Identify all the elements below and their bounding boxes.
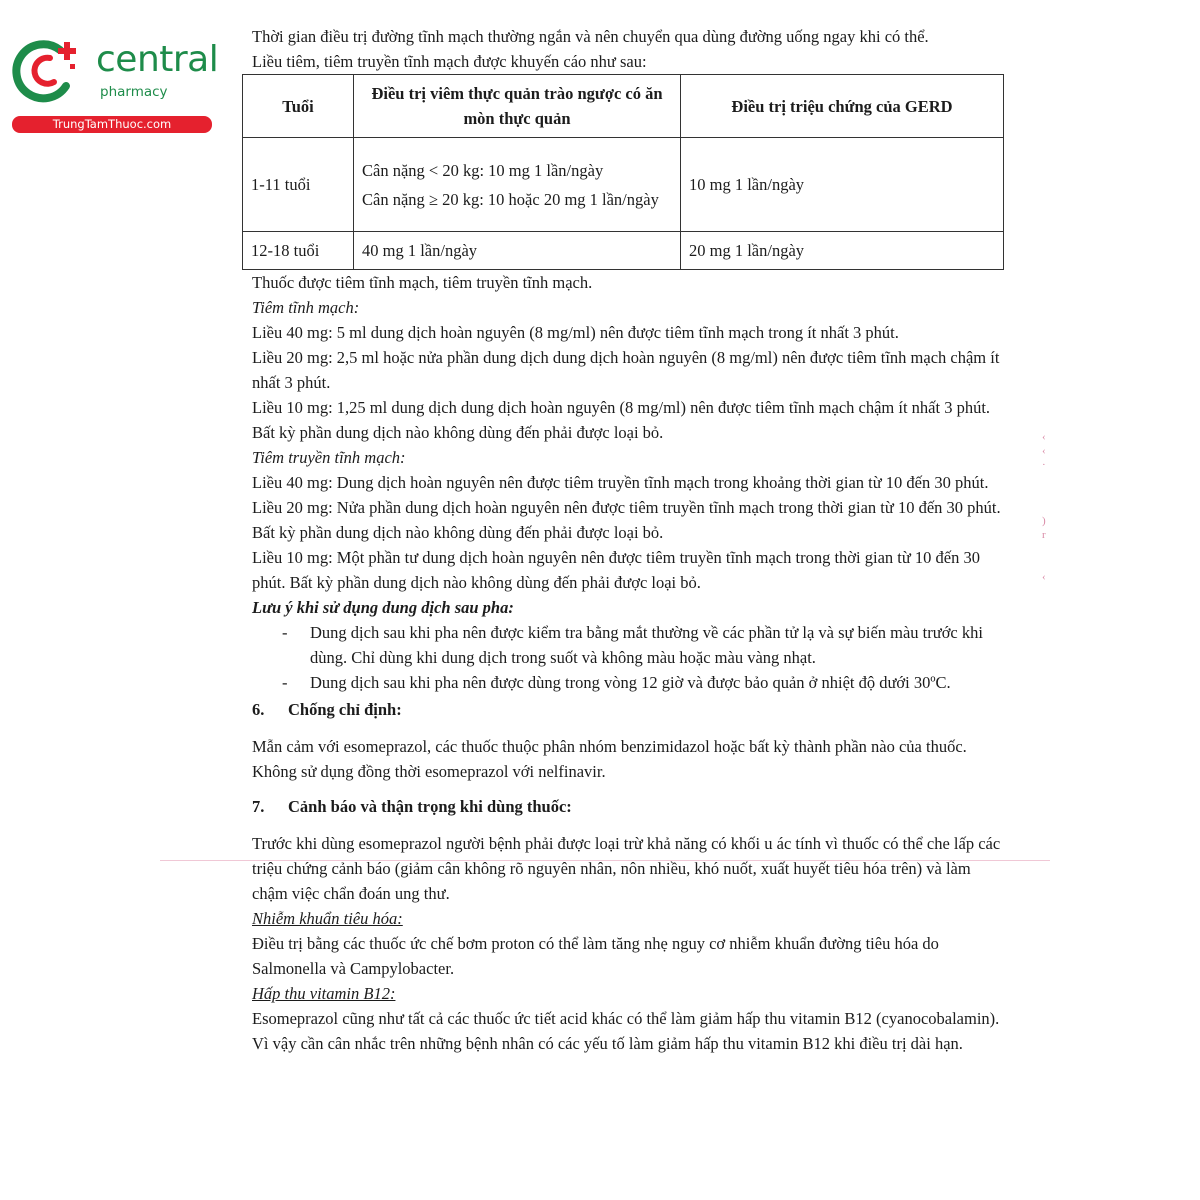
table-row xyxy=(243,138,1004,232)
subsection-text: Esomeprazol cũng như tất cả các thuốc ức tiết acid khác có thể làm giảm hấp thu vitamin B12 (cyanocobalamin). Vì vậy cần cân nhắc trên những bệnh nhân có các yếu tố làm giảm hấp thu vitamin B12 khi điều trị dài hạn. xyxy=(252,1009,1000,1053)
iv-injection-item: Liều 40 mg: 5 ml dung dịch hoàn nguyên (8 mg/ml) nên được tiêm tĩnh mạch trong ít nhất 3 phút. xyxy=(252,323,899,342)
document-body xyxy=(252,24,1004,1056)
header-age: Tuổi xyxy=(243,75,354,138)
section-number: 6. xyxy=(252,700,265,719)
logo-website-badge: TrungTamThuoc.com xyxy=(12,116,212,133)
dosage-intro: Liều tiêm, tiêm truyền tĩnh mạch được khuyến cáo như sau: xyxy=(252,52,647,71)
administration-route: Thuốc được tiêm tĩnh mạch, tiêm truyền tĩnh mạch. xyxy=(252,273,593,292)
subsection-title: Hấp thu vitamin B12: xyxy=(252,984,396,1003)
central-pharmacy-logo xyxy=(10,36,219,136)
cell-line: Cân nặng < 20 kg: 10 mg 1 lần/ngày xyxy=(362,160,604,180)
margin-marks: ‹ ‹ · ) r ‹ xyxy=(1042,431,1046,583)
cell-erosive xyxy=(354,138,681,232)
section-title: Chống chỉ định: xyxy=(288,700,402,719)
list-item: - Dung dịch sau khi pha nên được dùng trong vòng 12 giờ và được bảo quản ở nhiệt độ dưới 30ºC. xyxy=(282,670,1004,695)
notes-list xyxy=(252,620,1004,695)
cell-line: 40 mg 1 lần/ngày xyxy=(362,241,478,260)
iv-injection-item: Liều 20 mg: 2,5 ml hoặc nửa phần dung dịch dung dịch hoàn nguyên (8 mg/ml) nên được tiêm tĩnh mạch chậm ít nhất 3 phút. xyxy=(252,348,1000,392)
iv-infusion-item: Liều 10 mg: Một phần tư dung dịch hoàn nguyên nên được tiêm truyền tĩnh mạch trong thời gian từ 10 đến 30 phút. Bất kỳ phần dung dịch nào không dùng đến phải được loại bỏ. xyxy=(252,548,980,592)
dosage-table xyxy=(242,74,1004,270)
subsection-text: Điều trị bằng các thuốc ức chế bơm proton có thể làm tăng nhẹ nguy cơ nhiễm khuẩn đường tiêu hóa do Salmonella và Campylobacter. xyxy=(252,934,939,978)
section-7-heading xyxy=(252,794,1004,819)
section-number: 7. xyxy=(252,797,265,816)
header-erosive: Điều trị viêm thực quản trào ngược có ăn mòn thực quản xyxy=(354,75,681,138)
warning-intro: Trước khi dùng esomeprazol người bệnh phải được loại trừ khả năng có khối u ác tính vì thuốc có thể che lấp các triệu chứng cảnh báo (giảm cân không rõ nguyên nhân, nôn nhiều, khó nuốt, xuất huyết tiêu hóa trên) và làm chậm việc chẩn đoán ung thư. xyxy=(252,834,1001,903)
contraindication-paragraph: Mẫn cảm với esomeprazol, các thuốc thuộc phân nhóm benzimidazol hoặc bất kỳ thành phần nào của thuốc. xyxy=(252,737,967,756)
cell-gerd: 20 mg 1 lần/ngày xyxy=(681,232,1004,270)
iv-infusion-item: Liều 20 mg: Nửa phần dung dịch hoàn nguyên nên được tiêm truyền tĩnh mạch trong thời gian từ 10 đến 30 phút. Bất kỳ phần dung dịch nào không dùng đến phải được loại bỏ. xyxy=(252,498,1001,542)
iv-infusion-item: Liều 40 mg: Dung dịch hoàn nguyên nên được tiêm truyền tĩnh mạch trong khoảng thời gian từ 10 đến 30 phút. xyxy=(252,473,989,492)
cell-age: 12-18 tuổi xyxy=(243,232,354,270)
iv-injection-title: Tiêm tĩnh mạch: xyxy=(252,298,360,317)
section-title: Cảnh báo và thận trọng khi dùng thuốc: xyxy=(288,797,572,816)
cell-erosive xyxy=(354,232,681,270)
iv-injection-item: Liều 10 mg: 1,25 ml dung dịch dung dịch hoàn nguyên (8 mg/ml) nên được tiêm tĩnh mạch chậm ít nhất 3 phút. Bất kỳ phần dung dịch nào không dùng đến phải được loại bỏ. xyxy=(252,398,991,442)
logo-subtitle: pharmacy xyxy=(100,84,168,100)
table-row xyxy=(243,232,1004,270)
contraindication-paragraph: Không sử dụng đồng thời esomeprazol với nelfinavir. xyxy=(252,762,606,781)
header-gerd: Điều trị triệu chứng của GERD xyxy=(681,75,1004,138)
notes-title: Lưu ý khi sử dụng dung dịch sau pha: xyxy=(252,598,514,617)
intro-paragraph: Thời gian điều trị đường tĩnh mạch thường ngắn và nên chuyển qua dùng đường uống ngay khi có thể. xyxy=(252,27,929,46)
table-header-row xyxy=(243,75,1004,138)
list-item: - Dung dịch sau khi pha nên được kiểm tra bằng mắt thường về các phần tử lạ và sự biến màu trước khi dùng. Chỉ dùng khi dung dịch trong suốt và không màu hoặc màu vàng nhạt. xyxy=(282,620,1004,670)
logo-mark-icon xyxy=(10,36,90,111)
cell-gerd: 10 mg 1 lần/ngày xyxy=(681,138,1004,232)
logo-name: central xyxy=(96,39,219,80)
cell-line: Cân nặng ≥ 20 kg: 10 hoặc 20 mg 1 lần/ngày xyxy=(362,189,659,209)
section-6-heading xyxy=(252,697,1004,722)
iv-infusion-title: Tiêm truyền tĩnh mạch: xyxy=(252,448,406,467)
subsection-title: Nhiễm khuẩn tiêu hóa: xyxy=(252,909,403,928)
cell-age: 1-11 tuổi xyxy=(243,138,354,232)
